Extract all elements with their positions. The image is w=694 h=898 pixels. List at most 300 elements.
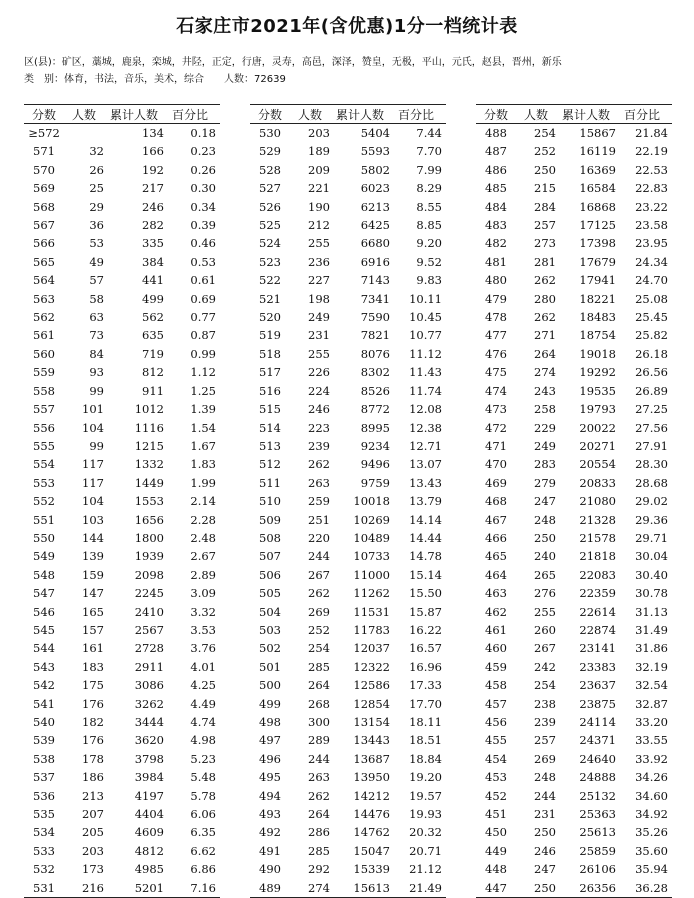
cell-cumulative: 23383 [579,659,616,674]
cell-percent: 23.22 [635,199,668,214]
cell-count: 262 [308,457,330,472]
cell-count: 254 [534,678,556,693]
cell-cumulative: 15613 [330,879,390,898]
table-row [476,713,672,731]
cell-cumulative: 4404 [134,807,164,822]
cell-score: 530 [259,126,281,140]
table-row [250,511,446,529]
cell-score: 500 [259,678,281,693]
cell-cumulative: 25859 [579,843,616,858]
cell-percent: 19.93 [409,807,442,822]
cell-score: 472 [485,420,507,435]
cell-percent: 13.07 [409,457,442,472]
cell-percent: 4.49 [190,696,216,711]
cell-score: 557 [33,402,55,417]
cell-score: 516 [259,383,281,398]
cell-score: 547 [33,586,55,601]
table-row [476,179,672,197]
cell-cumulative: 19018 [579,346,616,361]
cell-cumulative: 8995 [360,420,390,435]
cell-cumulative: 12586 [353,678,390,693]
cell-count: 283 [534,457,556,472]
table-row [250,345,446,363]
cell-percent: 18.84 [409,751,442,766]
table-row [250,437,446,455]
cell-count: 247 [534,494,556,509]
cell-cumulative: 6680 [360,236,390,251]
table-row [476,566,672,584]
cell-cumulative: 911 [142,383,164,398]
cell-score: 454 [485,751,507,766]
table-row [476,676,672,694]
cell-score: 502 [259,641,281,656]
cell-percent: 32.19 [635,659,668,674]
header-count: 人数 [516,105,556,124]
cell-percent: 23.95 [635,236,668,251]
cell-cumulative: 3620 [134,733,164,748]
cell-cumulative: 7143 [360,273,390,288]
table-row [24,529,220,547]
cell-count: 274 [290,879,330,898]
cell-percent: 21.12 [409,862,442,877]
cell-score: 450 [485,825,507,840]
cell-percent: 0.46 [190,236,216,251]
table-row [250,290,446,308]
cell-score: 528 [259,162,281,177]
cell-count: 263 [308,770,330,785]
cell-count: 269 [534,751,556,766]
cell-cumulative: 8302 [360,365,390,380]
cell-count: 264 [534,346,556,361]
cell-percent: 13.43 [409,475,442,490]
cell-cumulative: 26106 [579,862,616,877]
cell-count: 263 [308,475,330,490]
cell-percent: 25.08 [635,291,668,306]
cell-count: 215 [534,181,556,196]
cell-cumulative: 441 [142,273,164,288]
cell-count: 165 [82,604,104,619]
cell-score: 503 [259,622,281,637]
cell-count: 249 [308,310,330,325]
cell-score: 483 [485,218,507,233]
cell-score: 555 [33,438,55,453]
cell-cumulative: 13154 [353,715,390,729]
table-row [24,124,220,143]
cell-count: 178 [82,751,104,766]
cell-percent: 27.56 [635,420,668,435]
cell-cumulative: 12854 [353,696,390,711]
cell-cumulative: 24371 [579,733,616,748]
cell-percent: 1.54 [190,420,216,435]
table-row [250,253,446,271]
cell-percent: 6.62 [190,843,216,858]
cell-cumulative: 7590 [360,310,390,325]
cell-cumulative: 19535 [579,383,616,398]
table-row [476,768,672,786]
cell-count: 223 [308,420,330,435]
table-row [24,437,220,455]
cell-count: 255 [534,604,556,619]
cell-score: 485 [485,181,507,196]
cell-score: 488 [485,126,507,140]
cell-percent: 30.78 [635,586,668,601]
cell-score: 525 [259,218,281,233]
cell-percent: 4.98 [190,733,216,748]
cell-score: 489 [250,879,290,898]
cell-cumulative: 16119 [579,144,616,159]
cell-count: 250 [534,162,556,177]
cell-score: 550 [33,530,55,545]
cell-count: 248 [534,512,556,527]
cell-percent: 0.39 [190,218,216,233]
table-row [24,382,220,400]
header-score: 分数 [476,105,516,124]
cell-cumulative: 635 [142,328,164,343]
table-row [250,400,446,418]
cell-score: 524 [259,236,281,251]
table-row [24,805,220,823]
cell-count: 246 [308,402,330,417]
cell-percent: 7.70 [416,144,442,159]
cell-score: 455 [485,733,507,748]
cell-score: 543 [33,659,55,674]
table-row [476,363,672,381]
cell-percent: 13.79 [409,494,442,509]
cell-score: 563 [33,291,55,306]
cell-score: 463 [485,586,507,601]
table-row [476,695,672,713]
cell-count: 250 [516,879,556,898]
table-row [250,695,446,713]
cell-cumulative: 24640 [579,751,616,766]
table-row [250,750,446,768]
cell-count: 244 [308,751,330,766]
table-row [476,603,672,621]
cell-count: 25 [89,181,104,196]
cell-score: 475 [485,365,507,380]
cell-count: 238 [534,696,556,711]
cell-cumulative: 18754 [579,328,616,343]
cell-count: 279 [534,475,556,490]
cell-count: 247 [534,862,556,877]
cell-cumulative: 192 [142,162,164,177]
cell-count: 262 [308,586,330,601]
cell-count: 244 [534,788,556,803]
cell-percent: 31.13 [635,604,668,619]
cell-score: 517 [259,365,281,380]
table-row [250,326,446,344]
cell-cumulative: 2567 [134,622,164,637]
cell-cumulative: 20833 [579,475,616,490]
cell-percent: 11.74 [409,383,442,398]
cell-score: 544 [33,641,55,656]
table-row [476,161,672,179]
cell-score: 461 [485,622,507,637]
cell-score: 468 [485,494,507,509]
cell-cumulative: 562 [142,310,164,325]
cell-cumulative: 22083 [579,567,616,582]
cell-count: 251 [308,512,330,527]
cell-cumulative: 1449 [134,475,164,490]
table-row [24,713,220,731]
cell-cumulative: 1656 [134,512,164,527]
table-row [24,621,220,639]
cell-cumulative: 21578 [579,530,616,545]
cell-score: 447 [476,879,516,898]
cell-cumulative: 719 [142,346,164,361]
table-row [24,290,220,308]
cell-percent: 16.22 [409,622,442,637]
cell-cumulative: 15339 [353,862,390,877]
table-row [24,879,220,898]
cell-percent: 7.16 [164,879,220,898]
cell-count: 104 [82,494,104,509]
cell-score: 538 [33,751,55,766]
cell-count: 285 [308,659,330,674]
cell-percent: 14.78 [409,549,442,564]
cell-percent: 11.12 [409,346,442,361]
cell-count: 250 [534,825,556,840]
cell-count: 231 [534,807,556,822]
table-row [250,234,446,252]
cell-count: 203 [82,843,104,858]
cell-percent: 10.11 [409,291,442,306]
cell-percent: 31.49 [635,622,668,637]
cell-score: 481 [485,254,507,269]
cell-percent: 0.87 [190,328,216,343]
cell-cumulative: 10733 [353,549,390,564]
cell-score: 559 [33,365,55,380]
cell-percent: 33.55 [635,733,668,748]
cell-count: 236 [308,254,330,269]
cell-cumulative: 14762 [353,825,390,840]
cell-count: 271 [534,328,556,343]
cell-percent: 0.23 [190,144,216,159]
cell-score: 510 [259,494,281,509]
table-row [24,455,220,473]
cell-count: 57 [89,273,104,288]
cell-count: 189 [308,144,330,159]
cell-percent: 10.77 [409,328,442,343]
header-count: 人数 [64,105,104,124]
cell-score: 506 [259,567,281,582]
cell-score: 518 [259,346,281,361]
cell-cumulative: 7341 [360,291,390,306]
table-row [24,676,220,694]
cell-cumulative: 12037 [353,641,390,656]
cell-percent: 28.30 [635,457,668,472]
cell-percent: 16.96 [409,659,442,674]
table-row [24,603,220,621]
cell-cumulative: 5201 [104,879,164,898]
cell-percent: 2.28 [190,512,216,527]
cell-percent: 30.04 [635,549,668,564]
cell-cumulative: 15867 [579,126,616,140]
cell-score: 477 [485,328,507,343]
cell-cumulative: 22614 [579,604,616,619]
cell-percent: 2.89 [190,567,216,582]
cell-score: 531 [24,879,64,898]
header-count: 人数 [290,105,330,124]
cell-cumulative: 499 [142,291,164,306]
cell-count: 239 [534,715,556,729]
cell-percent: 1.67 [190,438,216,453]
cell-count: 227 [308,273,330,288]
table-row [24,860,220,878]
cell-cumulative: 1215 [134,438,164,453]
table-row [476,731,672,749]
cell-count: 281 [534,254,556,269]
table-row [250,455,446,473]
cell-count: 213 [82,788,104,803]
cell-cumulative: 6425 [360,218,390,233]
header-score: 分数 [24,105,64,124]
table-row [250,584,446,602]
cell-cumulative: 6213 [360,199,390,214]
cell-count: 101 [82,402,104,417]
cell-percent: 32.87 [635,696,668,711]
table-row [24,142,220,160]
cell-cumulative: 8526 [360,383,390,398]
cell-score: 457 [485,696,507,711]
cell-percent: 22.83 [635,181,668,196]
cell-count: 252 [308,622,330,637]
cell-score: 546 [33,604,55,619]
cell-score: 522 [259,273,281,288]
cell-cumulative: 15047 [353,843,390,858]
cell-cumulative: 4197 [134,788,164,803]
cell-percent: 33.92 [635,751,668,766]
cell-percent: 12.38 [409,420,442,435]
cell-cumulative: 2098 [134,567,164,582]
cell-percent: 1.25 [190,383,216,398]
table-row [24,584,220,602]
cell-percent: 6.86 [190,862,216,877]
table-row [476,234,672,252]
cell-percent: 18.51 [409,733,442,748]
table-row [250,308,446,326]
cell-cumulative: 9234 [360,438,390,453]
cell-cumulative: 384 [142,254,164,269]
cell-cumulative: 11783 [353,622,390,637]
cell-score: 495 [259,770,281,785]
cell-percent: 19.57 [409,788,442,803]
cell-percent: 36.28 [616,879,672,898]
cell-score: 514 [259,420,281,435]
cell-cumulative: 21328 [579,512,616,527]
cell-count: 226 [308,365,330,380]
table-row [476,658,672,676]
cell-cumulative: 5593 [360,144,390,159]
cell-cumulative: 10018 [353,494,390,509]
table-row [24,363,220,381]
cell-cumulative: 14476 [353,807,390,822]
cell-percent: 14.44 [409,530,442,545]
table-row [250,161,446,179]
cell-percent: 9.52 [416,254,442,269]
cell-cumulative: 2728 [134,641,164,656]
cell-score: 456 [485,715,507,729]
cell-cumulative: 19793 [579,402,616,417]
table-row [24,639,220,657]
cell-score: 513 [259,438,281,453]
cell-percent: 23.58 [635,218,668,233]
table-row [250,179,446,197]
cell-percent: 1.99 [190,475,216,490]
cell-count: 269 [308,604,330,619]
cell-count: 262 [534,273,556,288]
table-row [24,308,220,326]
cell-cumulative: 9496 [360,457,390,472]
cell-count: 190 [308,199,330,214]
table-row [250,363,446,381]
cell-cumulative: 17679 [579,254,616,269]
cell-score: 449 [485,843,507,858]
cell-percent: 21.49 [390,879,446,898]
cell-percent: 6.35 [190,825,216,840]
cell-count: 73 [89,328,104,343]
cell-percent: 1.83 [190,457,216,472]
cell-cumulative: 4812 [134,843,164,858]
table-row [250,713,446,731]
cell-count: 267 [534,641,556,656]
cell-count: 220 [308,530,330,545]
cell-cumulative: 3086 [134,678,164,693]
cell-percent: 10.45 [409,310,442,325]
table-row [250,823,446,841]
table-row [250,879,446,898]
category-text: 类 别：体育，书法，音乐，美术，综合 [24,74,204,85]
table-header-row [250,105,446,124]
cell-score: 560 [33,346,55,361]
cell-cumulative: 4985 [134,862,164,877]
table-row [476,787,672,805]
cell-count: 84 [89,346,104,361]
score-table-3 [476,104,672,898]
table-row [476,271,672,289]
header-percent: 百分比 [616,105,672,124]
cell-count: 186 [82,770,104,785]
table-row [24,750,220,768]
table-row [24,161,220,179]
cell-percent: 0.99 [190,346,216,361]
table-row [476,529,672,547]
cell-percent: 4.25 [190,678,216,693]
header-percent: 百分比 [390,105,446,124]
table-row [250,842,446,860]
table-row [476,382,672,400]
table-row [476,290,672,308]
cell-score: 534 [33,825,55,840]
cell-percent: 34.26 [635,770,668,785]
table-row [250,271,446,289]
table-row [476,437,672,455]
cell-score: 511 [259,475,281,490]
cell-count: 257 [534,218,556,233]
table-row [24,695,220,713]
header-cumulative: 累计人数 [556,105,616,124]
cell-score: 523 [259,254,281,269]
cell-score: 549 [33,549,55,564]
cell-score: 451 [485,807,507,822]
cell-percent: 30.40 [635,567,668,582]
cell-cumulative: 16369 [579,162,616,177]
cell-count: 159 [82,567,104,582]
cell-count: 198 [308,291,330,306]
cell-percent: 20.71 [409,843,442,858]
table-row [476,750,672,768]
table-row [250,566,446,584]
